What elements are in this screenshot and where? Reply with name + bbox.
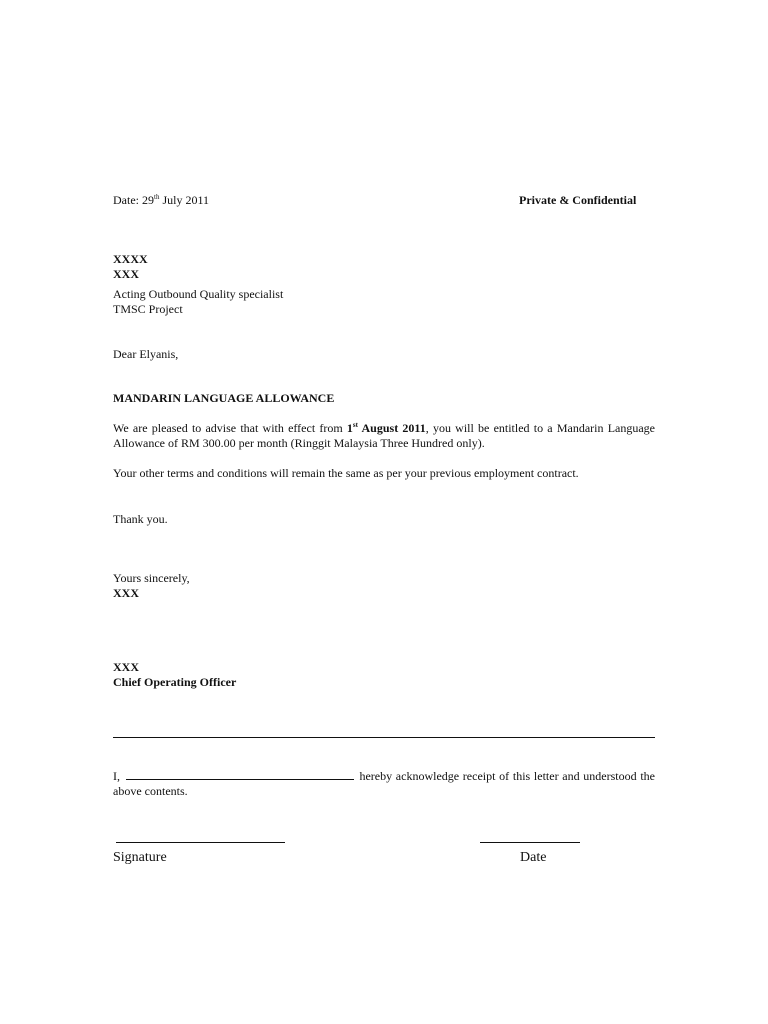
para1-effective-month: August 2011 — [357, 421, 426, 435]
sign-off: Yours sincerely, — [113, 571, 190, 585]
acknowledgement-paragraph — [113, 769, 655, 799]
confidentiality-label: Private & Confidential — [519, 193, 637, 207]
signatory-title: Chief Operating Officer — [113, 675, 237, 689]
date-line[interactable] — [480, 842, 580, 843]
recipient-position: Acting Outbound Quality specialist — [113, 287, 284, 301]
body-paragraph-1 — [113, 421, 655, 451]
date-prefix: Date: 29 — [113, 193, 154, 207]
section-divider — [113, 737, 655, 738]
signer-placeholder: XXX — [113, 586, 139, 600]
ack-prefix: I, — [113, 769, 120, 783]
date-superscript: th — [154, 193, 160, 201]
para1-day-superscript: st — [352, 421, 358, 429]
name-blank-line[interactable] — [126, 778, 354, 780]
signature-label: Signature — [113, 850, 167, 865]
thank-you: Thank you. — [113, 512, 168, 526]
signature-line[interactable] — [116, 842, 285, 843]
body-paragraph-2: Your other terms and conditions will remain the same as per your previous employment contract. — [113, 466, 579, 480]
recipient-name-line-2: XXX — [113, 267, 139, 281]
date-suffix: July 2011 — [159, 193, 210, 207]
letter-subject: MANDARIN LANGUAGE ALLOWANCE — [113, 391, 335, 405]
para1-effective-day: 1 — [346, 421, 353, 435]
recipient-project: TMSC Project — [113, 302, 183, 316]
date-label: Date — [520, 850, 547, 865]
letter-date — [113, 193, 209, 208]
para1-text-a: We are pleased to advise that with effect from — [113, 421, 347, 435]
salutation: Dear Elyanis, — [113, 347, 179, 361]
signatory-name: XXX — [113, 660, 139, 674]
para1-text-b: , you will be entitled to a Mandarin Language Allowance of RM 300.00 per month (Ringgit Malaysia Three Hundred only). — [113, 421, 655, 450]
ack-text: hereby acknowledge receipt of this letter and understood the above contents. — [113, 769, 656, 798]
recipient-name-line-1: XXXX — [113, 252, 148, 266]
